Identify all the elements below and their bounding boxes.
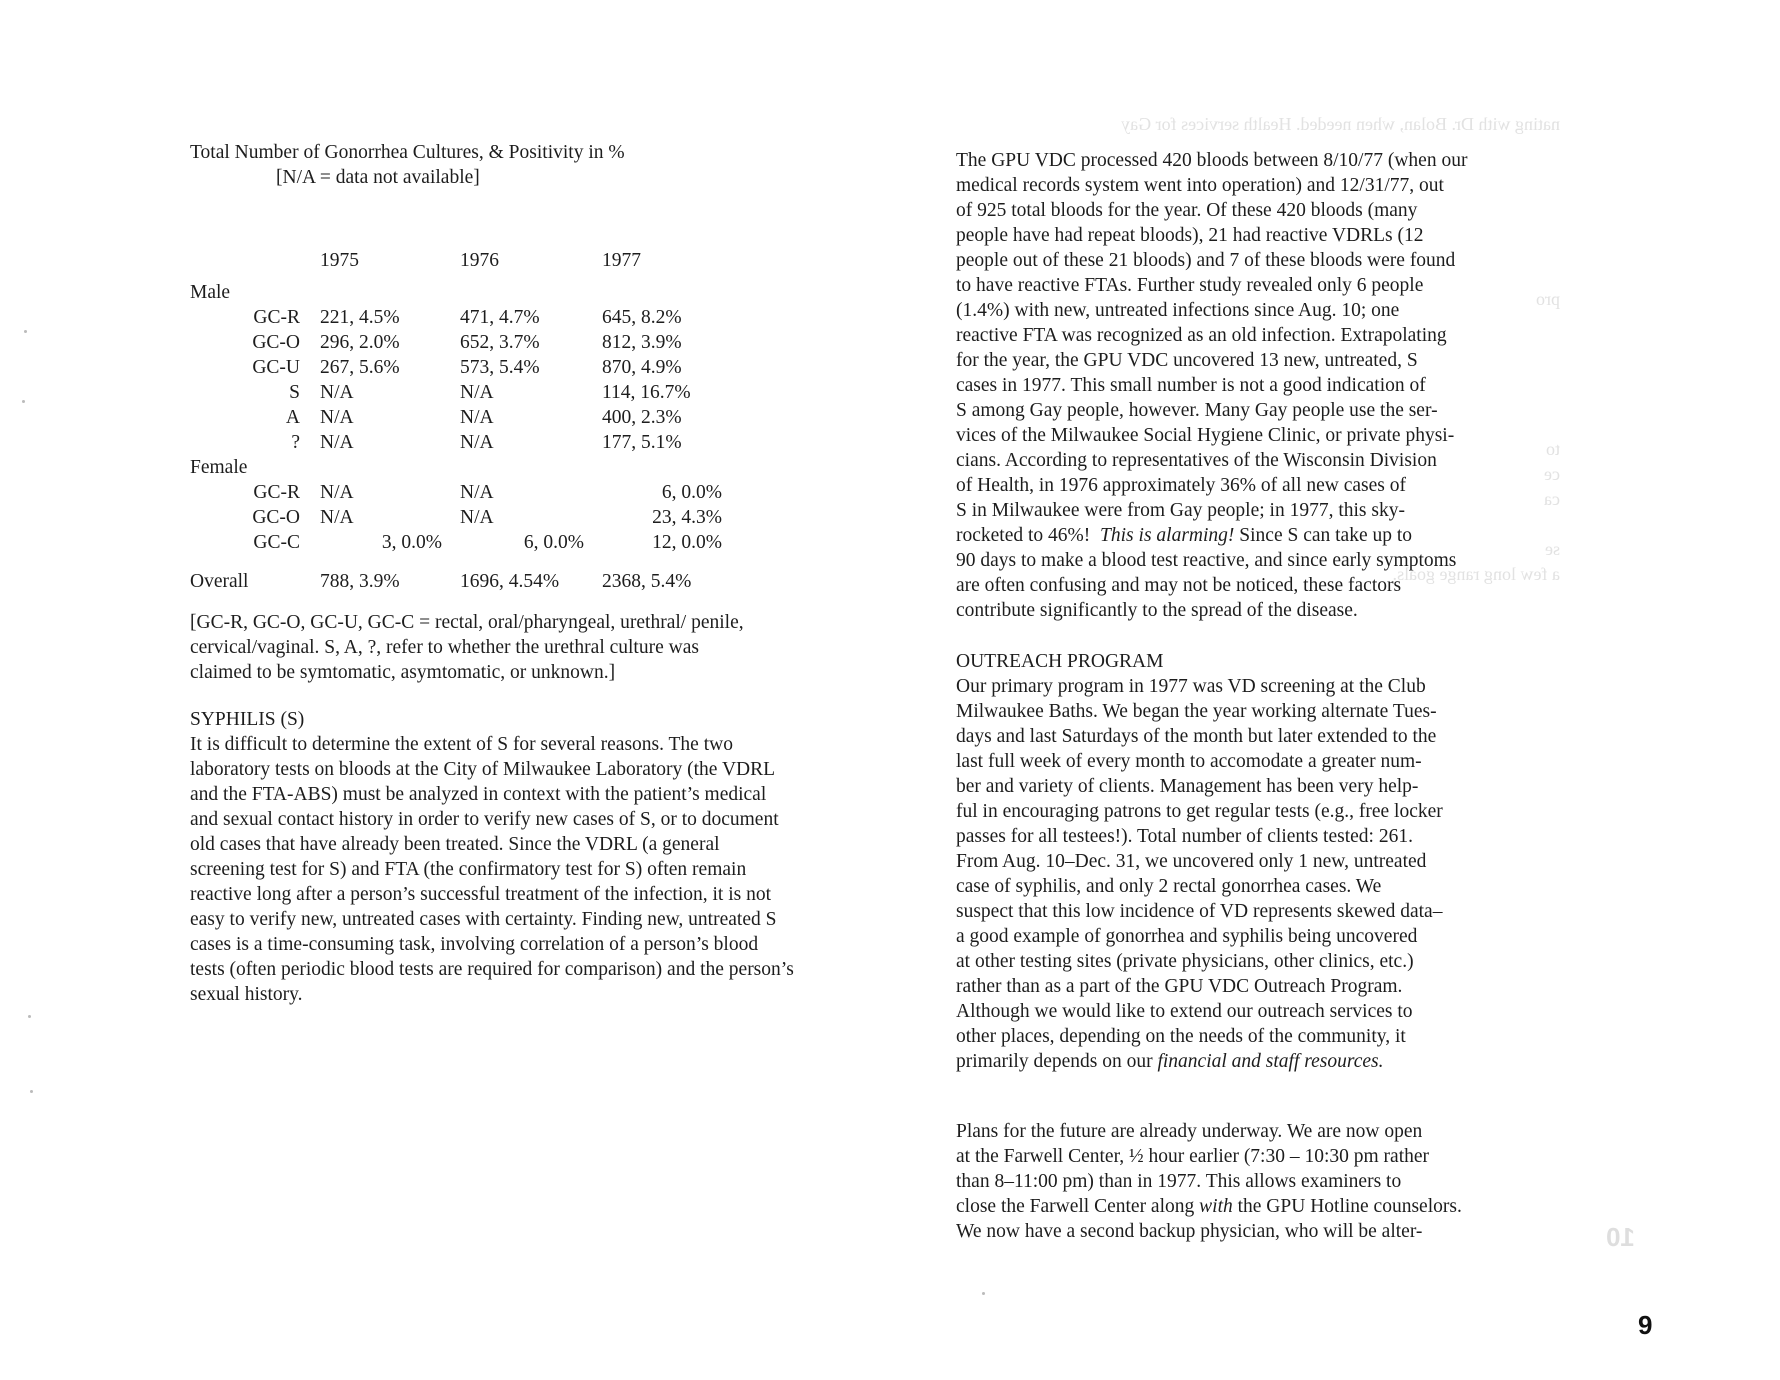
plans-section	[956, 1119, 1576, 1244]
scan-speck	[28, 1015, 31, 1018]
emphasis-resources: financial and staff resources.	[1157, 1051, 1384, 1072]
emphasis-alarming: This is alarming!	[1100, 525, 1235, 546]
table-title: Total Number of Gonorrhea Cultures, & Positivity in %	[190, 142, 625, 163]
year-header-1977: 1977	[602, 250, 641, 271]
group-row-female	[190, 455, 740, 480]
group-label-male: Male	[190, 282, 231, 303]
outreach-section	[956, 649, 1576, 1074]
gonorrhea-cultures-table	[190, 248, 740, 594]
year-header-1975: 1975	[320, 250, 359, 271]
show-through-page-number: 10	[1606, 1222, 1635, 1252]
scan-speck	[24, 330, 27, 333]
group-row-male	[190, 280, 740, 305]
right-column	[956, 148, 1576, 1244]
table-row: GC-O N/A N/A 23, 4.3%	[252, 507, 722, 528]
left-column	[190, 140, 794, 1007]
year-header-1976: 1976	[460, 250, 499, 271]
outreach-paragraph: Our primary program in 1977 was VD screening at the Club Milwaukee Baths. We began the year working alternate Tues- days and last Saturdays of the month but later extended to the last full week of every month to accomodate a greater num- ber and variety of clients. Management has been very help- ful in encouraging patrons to get regular tests (e.g., free locker passes for all testees!). Total number of clients tested: 261. From Aug. 10–Dec. 31, we uncovered only 1 new, untreated case of syphilis, and only 2 rectal gonorrhea cases. We suspect that this low incidence of VD represents skewed data– a good example of gonorrhea and syphilis being uncovered at other testing sites (private physicians, other clinics, etc.) rather than as a part of the GPU VDC Outreach Program. Although we would like to extend our outreach services to other places, depending on the needs of the community, it primarily depends on our financial and staff resources.	[956, 676, 1443, 1072]
table-row: S N/A N/A 114, 16.7%	[289, 382, 691, 403]
table-row: GC-U 267, 5.6% 573, 5.4% 870, 4.9%	[252, 357, 682, 378]
table-row: A N/A N/A 400, 2.3%	[285, 407, 682, 428]
syphilis-paragraph: It is difficult to determine the extent of S for several reasons. The two laboratory tests on bloods at the City of Milwaukee Laboratory (the VDRL and the FTA-ABS) must be analyzed in context with the patient’s medical and sexual contact history in order to verify new cases of S, or to document old cases that have already been treated. Since the VDRL (a general screening test for S) and FTA (the confirmatory test for S) often remain reactive long after a person’s successful treatment of the infection, it is not easy to verify new, untreated cases with certainty. Finding new, untreated S cases is a time-consuming task, involving correlation of a person’s blood tests (often periodic blood tests are required for comparison) and the person’s sexual history.	[190, 734, 794, 1005]
section-heading-syphilis: SYPHILIS (S)	[190, 709, 305, 730]
group-label-female: Female	[190, 457, 248, 478]
scan-speck	[982, 1292, 985, 1295]
plans-paragraph: Plans for the future are already underway. We are now open at the Farwell Center, ½ hour earlier (7:30 – 10:30 pm rather than 8–11:00 pm) than in 1977. This allows examiners to close the Farwell Center along with the GPU Hotline counselors. We now have a second backup physician, who will be alter-	[956, 1121, 1462, 1242]
section-heading-outreach: OUTREACH PROGRAM	[956, 651, 1164, 672]
scan-speck	[22, 400, 25, 403]
emphasis-with: with	[1199, 1196, 1233, 1217]
table-row: GC-O 296, 2.0% 652, 3.7% 812, 3.9%	[252, 332, 682, 353]
table-row: ? N/A N/A 177, 5.1%	[291, 432, 682, 453]
table-row: GC-R N/A N/A 6, 0.0%	[253, 482, 722, 503]
table-subtitle: [N/A = data not available]	[276, 167, 480, 188]
table-row: GC-C 3, 0.0% 6, 0.0% 12, 0.0%	[253, 532, 722, 553]
table-header-row	[190, 248, 740, 280]
blood-tests-paragraph: The GPU VDC processed 420 bloods between 8/10/77 (when our medical records system went into operation) and 12/31/77, out of 925 total bloods for the year. Of these 420 bloods (many people have had repeat bloods), 21 had reactive VDRLs (12 people out of these 21 bloods) and 7 of these bloods were found to have reactive FTAs. Further study revealed only 6 people (1.4%) with new, untreated infections since Aug. 10; one reactive FTA was recognized as an old infection. Extrapolating for the year, the GPU VDC uncovered 13 new, untreated, S cases in 1977. This small number is not a good indication of S among Gay people, however. Many Gay people use the ser- vices of the Milwaukee Social Hygiene Clinic, or private physi- cians. According to representatives of the Wisconsin Division of Health, in 1976 approximately 36% of all new cases of S in Milwaukee were from Gay people; in 1977, this sky- rocketed to 46%! This is alarming! Since S can take up to 90 days to make a blood test reactive, and since early symptoms are often confusing and may not be noticed, these factors contribute significantly to the spread of the disease.	[956, 150, 1468, 621]
table-row-overall: Overall 788, 3.9% 1696, 4.54% 2368, 5.4%	[190, 571, 692, 592]
table-footnote: [GC-R, GC-O, GC-U, GC-C = rectal, oral/pharyngeal, urethral/ penile, cervical/vaginal. S, A, ?, refer to whether the urethral culture was claimed to be symtomatic, asymtomatic, or unknown.]	[190, 612, 744, 683]
show-through-text: nating with Dr. Bolan, when needed. Health services for Gay pro to ce ca se a few long range goals.	[1121, 114, 1560, 584]
table-row: GC-R 221, 4.5% 471, 4.7% 645, 8.2%	[253, 307, 682, 328]
page-number: 9	[1638, 1310, 1653, 1340]
syphilis-section	[190, 707, 794, 1007]
scan-speck	[30, 1090, 33, 1093]
